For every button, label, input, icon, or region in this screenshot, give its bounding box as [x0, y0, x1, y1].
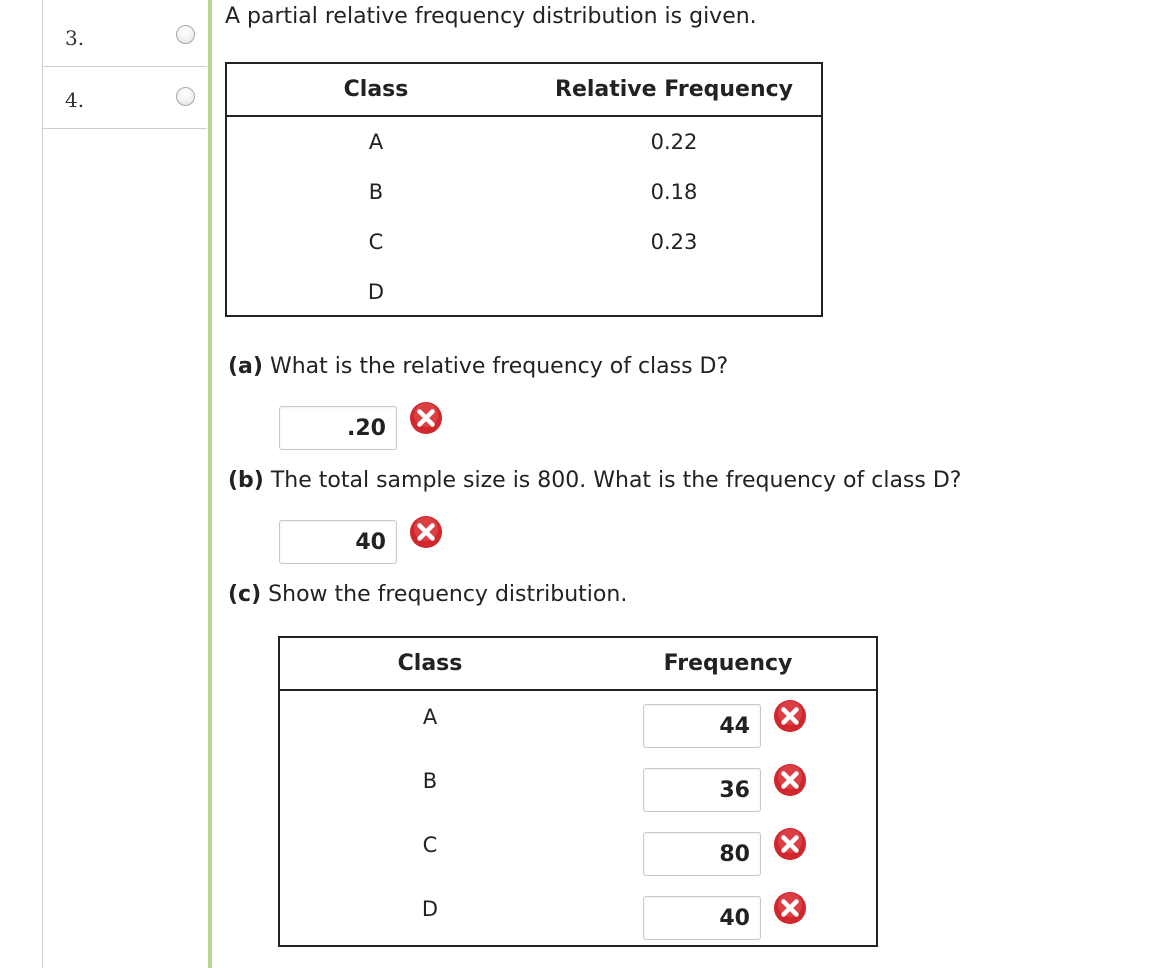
frequency-answer-input-b[interactable]: 36	[643, 768, 761, 812]
incorrect-x-icon	[773, 827, 807, 861]
table-cell-class: B	[368, 180, 384, 204]
nav-item-number: 4.	[65, 88, 85, 112]
table-cell-relative-frequency: 0.23	[650, 230, 698, 254]
incorrect-x-icon	[409, 401, 443, 435]
content-divider	[208, 0, 212, 968]
part-b-label: (b)	[228, 468, 264, 493]
part-c-text: Show the frequency distribution.	[268, 582, 628, 607]
incorrect-x-icon	[773, 763, 807, 797]
radio-icon[interactable]	[176, 87, 195, 106]
part-b-text: The total sample size is 800. What is the frequency of class D?	[270, 468, 962, 493]
frequency-answer-input-a[interactable]: 44	[643, 704, 761, 748]
nav-item-4[interactable]	[43, 68, 207, 129]
incorrect-x-icon	[409, 515, 443, 549]
frequency-answer-input-c[interactable]: 80	[643, 832, 761, 876]
question-navigator	[42, 0, 207, 968]
part-a-prompt	[228, 354, 728, 379]
incorrect-x-icon	[773, 699, 807, 733]
table-header-class: Class	[343, 77, 409, 102]
part-b-prompt	[228, 468, 961, 493]
part-a-text: What is the relative frequency of class D?	[269, 354, 729, 379]
nav-item-3[interactable]	[43, 6, 207, 67]
table-cell-class: C	[422, 833, 438, 857]
table-cell-class: A	[368, 130, 384, 154]
question-intro: A partial relative frequency distribution is given.	[225, 4, 757, 29]
table-cell-class: B	[422, 769, 438, 793]
table-header-divider	[227, 115, 821, 117]
part-c-label: (c)	[228, 582, 262, 607]
table-header-divider	[280, 689, 876, 691]
table-cell-class: C	[368, 230, 384, 254]
table-header-relative-frequency: Relative Frequency	[555, 77, 793, 102]
radio-icon[interactable]	[176, 25, 195, 44]
nav-item-number: 3.	[65, 26, 85, 50]
table-cell-class: A	[422, 705, 438, 729]
table-header-frequency: Frequency	[663, 651, 793, 676]
table-cell-relative-frequency: 0.22	[650, 130, 698, 154]
frequency-answer-input-d[interactable]: 40	[643, 896, 761, 940]
incorrect-x-icon	[773, 891, 807, 925]
table-cell-class: D	[367, 280, 385, 304]
part-c-prompt	[228, 582, 627, 607]
part-a-label: (a)	[228, 354, 263, 379]
relative-frequency-table	[225, 62, 823, 317]
part-b-answer-input[interactable]: 40	[279, 520, 397, 564]
table-cell-relative-frequency: 0.18	[650, 180, 698, 204]
table-cell-class: D	[421, 897, 439, 921]
part-a-answer-input[interactable]: .20	[279, 406, 397, 450]
table-header-class: Class	[397, 651, 463, 676]
